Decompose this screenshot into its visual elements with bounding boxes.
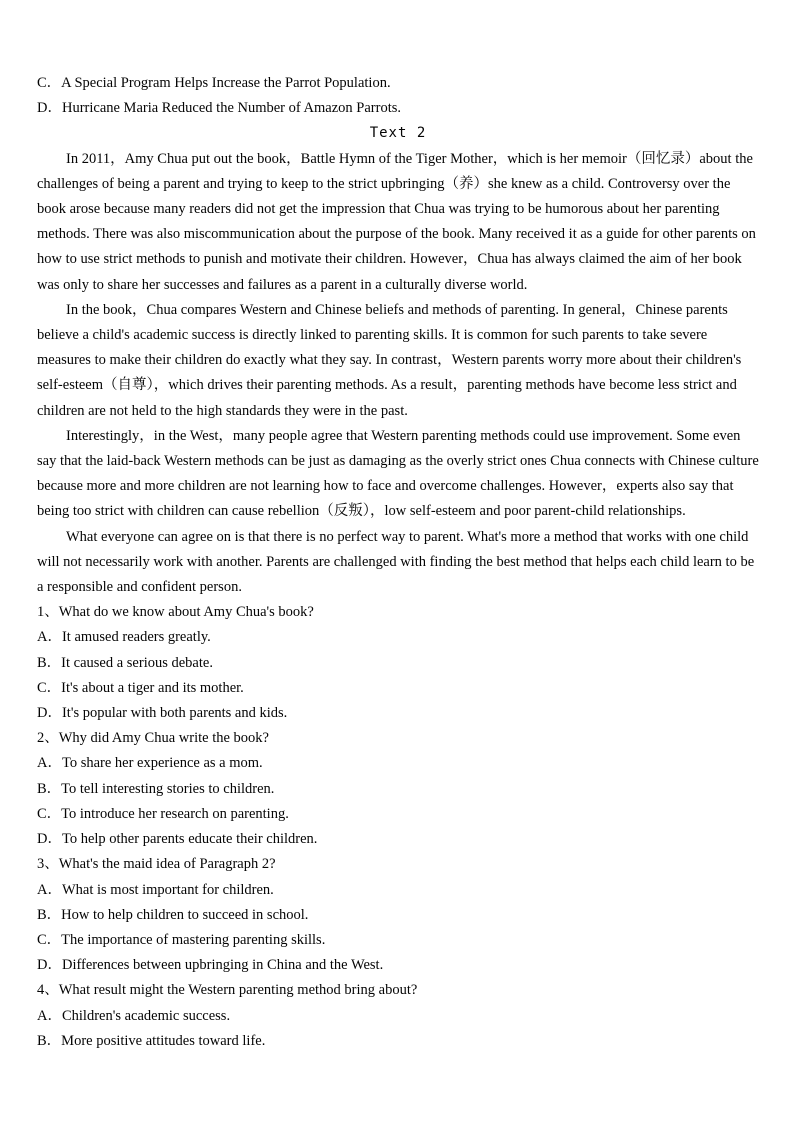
question-2-stem: 2、Why did Amy Chua write the book? bbox=[37, 730, 269, 747]
question-1-option-b: B．It caused a serious debate. bbox=[37, 654, 213, 671]
passage-paragraph-3: Interestingly，in the West，many people agree that Western parenting methods could use improvement. Some even say that the laid-back Western methods can be just as damaging as the overly strict ones Chua connects with Chinese culture because more and more children are not learning how to face and overcome challenges. However，experts also say that being too strict with children can cause rebellion（反叛），low self-esteem and poor parent-child relationships. bbox=[37, 427, 759, 520]
question-4 bbox=[37, 978, 759, 1054]
question-3-option-a: A．What is most important for children. bbox=[37, 881, 274, 898]
question-2-option-d: D．To help other parents educate their children. bbox=[37, 831, 318, 848]
section-title: Text 2 bbox=[369, 125, 427, 142]
question-1-option-a: A．It amused readers greatly. bbox=[37, 629, 211, 646]
question-1-stem: 1、What do we know about Amy Chua's book? bbox=[37, 604, 314, 621]
question-3-option-c: C．The importance of mastering parenting skills. bbox=[37, 931, 326, 948]
passage-paragraph-4: What everyone can agree on is that there is no perfect way to parent. What's more a method that works with one child will not necessarily work with another. Parents are challenged with finding the best method that helps each child learn to be a responsible and confident person. bbox=[37, 528, 755, 596]
question-1 bbox=[37, 600, 759, 726]
question-1-option-c: C．It's about a tiger and its mother. bbox=[37, 679, 244, 696]
question-3-option-b: B．How to help children to succeed in school. bbox=[37, 906, 309, 923]
question-2-option-b: B．To tell interesting stories to children. bbox=[37, 780, 275, 797]
question-2-option-a: A．To share her experience as a mom. bbox=[37, 755, 263, 772]
question-4-option-b: B．More positive attitudes toward life. bbox=[37, 1032, 266, 1049]
question-4-stem: 4、What result might the Western parenting method bring about? bbox=[37, 982, 418, 999]
passage-paragraph-1: In 2011，Amy Chua put out the book，Battle Hymn of the Tiger Mother，which is her memoir（回忆录）about the challenges of being a parent and trying to keep to the strict upbringing（养）she knew as a child. Controversy over the book arose because many readers did not get the impression that Chua was trying to be humorous about her parenting methods. There was also miscommunication about the purpose of the book. Many received it as a guide for other parents on how to use strict methods to punish and motivate their children. However，Chua has always claimed the aim of her book was only to share her successes and failures as a parent in a culturally diverse world. bbox=[37, 150, 756, 293]
question-3-option-d: D．Differences between upbringing in China and the West. bbox=[37, 957, 384, 974]
prev-question-option-d: D．Hurricane Maria Reduced the Number of Amazon Parrots. bbox=[37, 100, 401, 117]
question-2 bbox=[37, 726, 759, 852]
prev-question-option-c: C．A Special Program Helps Increase the Parrot Population. bbox=[37, 75, 391, 91]
passage-paragraph-2: In the book，Chua compares Western and Chinese beliefs and methods of parenting. In general，Chinese parents believe a child's academic success is directly linked to parenting skills. It is common for such parents to take severe measures to make their children do exactly what they say. In contrast，Western parents worry more about their children's self-esteem（自尊），which drives their parenting methods. As a result，parenting methods have become less strict and children are not held to the high standards they were in the past. bbox=[37, 301, 742, 419]
question-1-option-d: D．It's popular with both parents and kids. bbox=[37, 705, 288, 722]
question-3 bbox=[37, 852, 759, 978]
page-content bbox=[37, 71, 759, 1054]
question-3-stem: 3、What's the maid idea of Paragraph 2? bbox=[37, 856, 276, 873]
question-4-option-a: A．Children's academic success. bbox=[37, 1007, 231, 1024]
question-2-option-c: C．To introduce her research on parenting. bbox=[37, 805, 289, 822]
